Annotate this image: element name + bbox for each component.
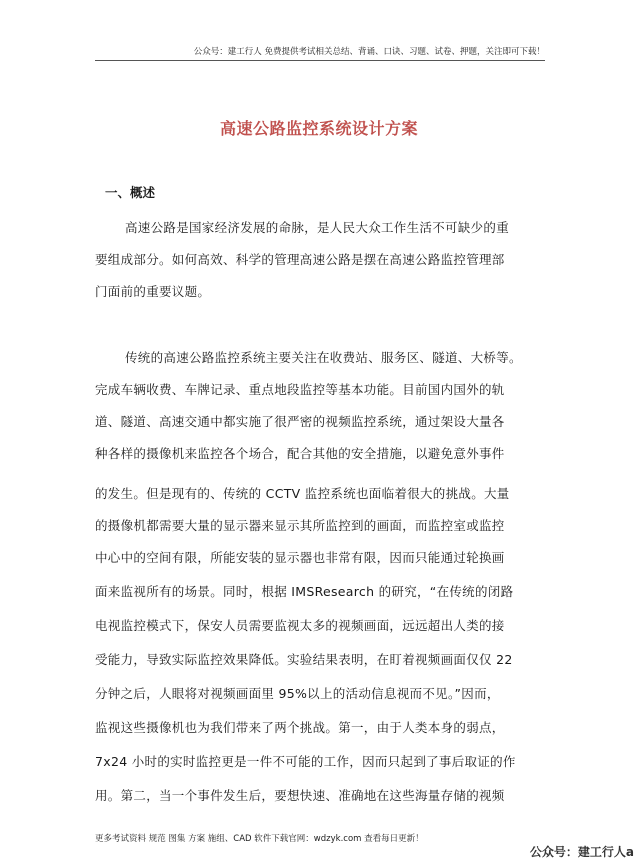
section-heading: 一、概述 [105,185,156,200]
paragraph-line: 高速公路是国家经济发展的命脉，是人民大众工作生活不可缺少的重 [125,220,510,235]
paragraph-line: 种各样的摄像机来监控各个场合，配合其他的安全措施，以避免意外事件 [95,446,505,461]
paragraph-line: 的发生。但是现有的、传统的 CCTV 监控系统也面临着很大的挑战。大量 [95,486,510,501]
paragraph-line: 门面前的重要议题。 [95,284,211,299]
paragraph-line: 传统的高速公路监控系统主要关注在收费站、服务区、隧道、大桥等。 [125,350,522,365]
watermark-label: 公众号：建工行人a [529,845,634,859]
paragraph-line: 监视这些摄像机也为我们带来了两个挑战。第一，由于人类本身的弱点， [95,720,505,735]
paragraph-line: 的摄像机都需要大量的显示器来显示其所监控到的画面，而监控室或监控 [95,518,505,533]
paragraph-line: 电视监控模式下，保安人员需要监视太多的视频画面，远远超出人类的接 [95,618,505,633]
paragraph-line: 中心中的空间有限，所能安装的显示器也非常有限，因而只能通过轮换画 [95,550,505,565]
paragraph-line: 受能力，导致实际监控效果降低。实验结果表明，在盯着视频画面仅仅 22 [95,652,513,667]
paragraph-line: 道、隧道、高速交通中都实施了很严密的视频监控系统，通过架设大量各 [95,414,505,429]
page-footer: 更多考试资料 规范 图集 方案 施组、CAD 软件下载官网：wdzyk.com 查看每日更新！ [95,834,424,844]
paragraph-line: 完成车辆收费、车牌记录、重点地段监控等基本功能。目前国内国外的轨 [95,382,505,397]
paragraph-line: 分钟之后，人眼将对视频画面里 95%以上的活动信息视而不见。”因而， [95,686,500,701]
paragraph-line: 7x24 小时的实时监控更是一件不可能的工作，因而只起到了事后取证的作 [95,754,516,769]
paragraph-line: 面来监视所有的场景。同时，根据 IMSResearch 的研究，“在传统的闭路 [95,584,514,599]
paragraph-line: 要组成部分。如何高效、科学的管理高速公路是摆在高速公路监控管理部 [95,252,505,267]
document-title: 高速公路监控系统设计方案 [219,119,418,138]
page-header: 公众号：建工行人 免费提供考试相关总结、背诵、口诀、习题、试卷、押题，关注即可下载！ [95,44,545,61]
paragraph-line: 用。第二，当一个事件发生后，要想快速、准确地在这些海量存储的视频 [95,788,505,803]
